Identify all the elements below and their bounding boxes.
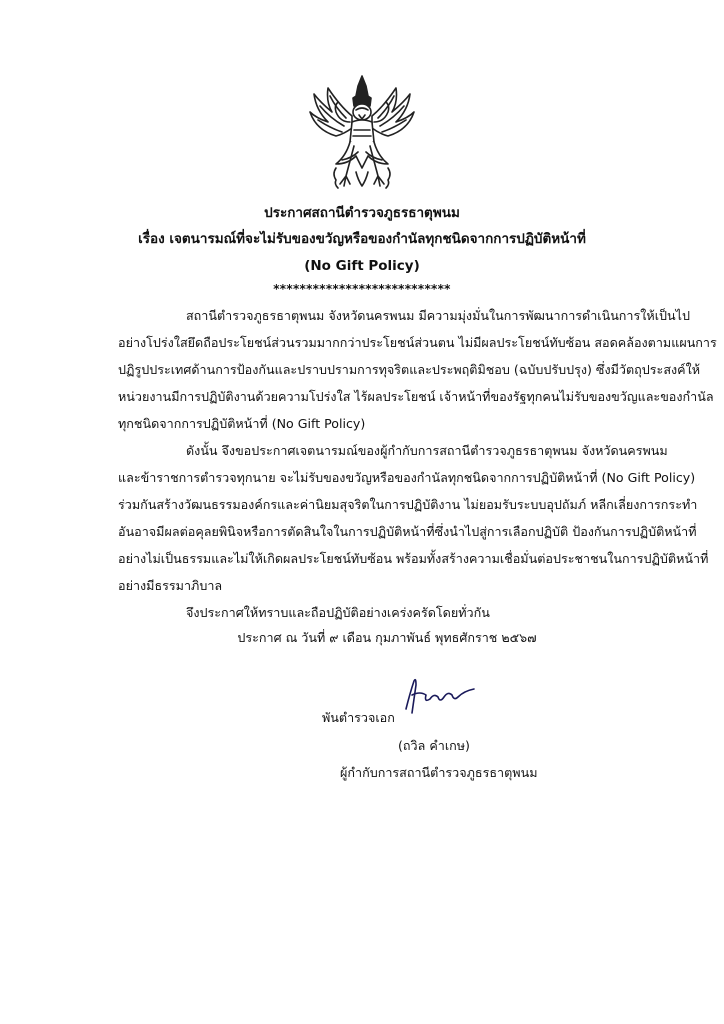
paragraph-2-line-4: อันอาจมีผลต่อคุลยพินิจหรือการตัดสินใจในการปฏิบัติหน้าที่ซึ่งนำไปสู่การเลือกปฏิบัติ ป้องกันการปฏิบัติหน้าที่: [118, 524, 697, 539]
paragraph-2-line-6: อย่างมีธรรมาภิบาล: [118, 578, 223, 593]
paragraph-2-line-1: ดังนั้น จึงขอประกาศเจตนารมณ์ของผู้กำกับการสถานีตำรวจภูธรธาตุพนม จังหวัดนครพนม: [186, 443, 668, 458]
paragraph-1-line-3: ปฏิรูปประเทศด้านการป้องกันและปราบปรามการทุจริตและประพฤติมิชอบ (ฉบับปรับปรุง) ซึ่งมีวัตถุประสงค์ให้: [118, 362, 701, 377]
announcement-subject: เรื่อง เจตนารมณ์ที่จะไม่รับของขวัญหรือของกำนัลทุกชนิดจากการปฏิบัติหน้าที่: [138, 231, 586, 247]
signer-name: (ถวิล คำเกษ): [398, 738, 470, 753]
paragraph-2-line-5: อย่างไม่เป็นธรรมและไม่ให้เกิดผลประโยชน์ทับซ้อน พร้อมทั้งสร้างความเชื่อมั่นต่อประชาชนในการปฏิบัติหน้าที่: [118, 551, 709, 566]
paragraph-1-line-4: หน่วยงานมีการปฏิบัติงานด้วยความโปร่งใส ไร้ผลประโยชน์ เจ้าหน้าที่ของรัฐทุกคนไม่รับของขวัญและของกำนัล: [118, 389, 714, 404]
signer-position: ผู้กำกับการสถานีตำรวจภูธรธาตุพนม: [340, 765, 538, 780]
garuda-emblem-icon: [306, 72, 418, 190]
signer-rank: พันตำรวจเอก: [322, 710, 395, 725]
paragraph-2-line-2: และข้าราชการตำรวจทุกนาย จะไม่รับของขวัญหรือของกำนัลทุกชนิดจากการปฏิบัติหน้าที่ (No Gift Policy): [118, 470, 696, 485]
announcement-title: ประกาศสถานีตำรวจภูธรธาตุพนม: [264, 205, 460, 221]
paragraph-2-line-3: ร่วมกันสร้างวัฒนธรรมองค์กรและค่านิยมสุจริตในการปฏิบัติงาน ไม่ยอมรับระบบอุปถัมภ์ หลีกเลี่ยงการกระทำ: [118, 497, 698, 512]
closing-statement: จึงประกาศให้ทราบและถือปฏิบัติอย่างเคร่งครัดโดยทั่วกัน: [186, 605, 490, 620]
paragraph-1-line-1: สถานีตำรวจภูธรธาตุพนม จังหวัดนครพนม มีความมุ่งมั่นในการพัฒนาการดำเนินการให้เป็นไป: [186, 308, 690, 323]
paragraph-1-line-2: อย่างโปร่งใสยึดถือประโยชน์ส่วนรวมมากกว่าประโยชน์ส่วนตน ไม่มีผลประโยชน์ทับซ้อน สอดคล้องตามแผนการ: [118, 335, 717, 350]
announcement-date: ประกาศ ณ วันที่ ๙ เดือน กุมภาพันธ์ พุทธศักราช ๒๕๖๗: [237, 630, 537, 645]
paragraph-1-line-5: ทุกชนิดจากการปฏิบัติหน้าที่ (No Gift Policy): [118, 416, 366, 431]
handwritten-signature: [400, 673, 480, 719]
separator-line: ***************************: [273, 282, 451, 296]
policy-name: (No Gift Policy): [304, 258, 420, 274]
